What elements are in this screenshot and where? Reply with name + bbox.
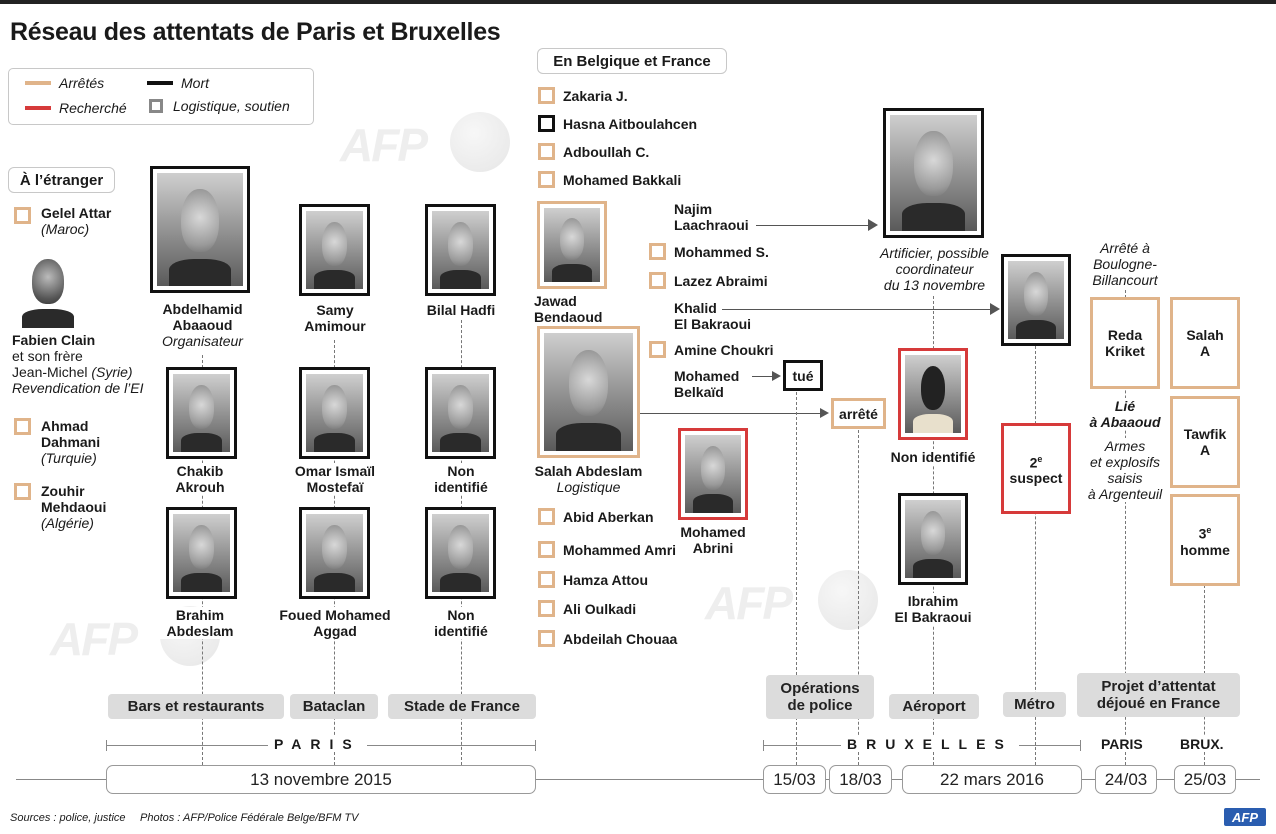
suspect-label: suspect <box>1009 470 1063 487</box>
legend-swatch <box>25 81 51 85</box>
watermark-globe <box>818 570 878 630</box>
person-non-identifie <box>415 607 507 639</box>
person-name: Reda <box>1107 327 1143 343</box>
note-line: Artificier, possible <box>880 245 989 261</box>
person-non-identifie-aeroport: Non identifié <box>878 449 988 465</box>
event-operations-police <box>766 675 874 719</box>
event-label: de police <box>787 697 853 714</box>
person-name: Omar Ismaïl <box>294 463 376 479</box>
logistique-marker <box>14 207 31 224</box>
person-name: Abdeslam <box>166 623 234 639</box>
person-name: Chakib <box>176 463 224 479</box>
photo-bilal-hadfi <box>425 204 496 296</box>
photo-abaaoud <box>150 166 250 293</box>
span-tick <box>1080 740 1081 751</box>
person-name: Aggad <box>313 623 357 639</box>
watermark-logo: AFP <box>340 119 426 171</box>
person-salah-a <box>1170 297 1240 389</box>
person-name: Brahim <box>175 607 225 623</box>
person-name: Abaaoud <box>172 317 233 333</box>
person-name: Bendaoud <box>534 309 603 325</box>
person-tawfik-a <box>1170 396 1240 488</box>
legend-label: Arrêtés <box>59 75 105 91</box>
person-name: Tawfik <box>1183 426 1227 442</box>
person-reda-kriket <box>1090 297 1160 389</box>
date-15-03: 15/03 <box>763 765 826 794</box>
person-name: Amimour <box>304 318 366 334</box>
photo-fabien-clain <box>12 248 84 328</box>
date-24-03: 24/03 <box>1095 765 1157 794</box>
photo-non-identifie-aeroport <box>898 348 968 440</box>
note-line: saisis <box>1107 470 1143 486</box>
city-paris-2: PARIS <box>1101 736 1143 752</box>
logistique-marker <box>538 630 555 647</box>
legend <box>8 68 314 125</box>
person-name: Salah <box>1186 327 1224 343</box>
link-arrow <box>640 413 822 414</box>
person-chakib-akrouh <box>150 463 250 495</box>
event-label: Projet d’attentat <box>1101 678 1216 695</box>
arrete-boulogne-note <box>1080 240 1170 288</box>
logistique-marker <box>538 571 555 588</box>
event-bataclan: Bataclan <box>290 694 378 719</box>
note-line: Boulogne- <box>1093 256 1157 272</box>
logistique-marker <box>538 600 555 617</box>
note-line: du 13 novembre <box>883 277 986 293</box>
logistique-marker <box>649 341 666 358</box>
note-line: coordinateur <box>895 261 974 277</box>
person-list-item: Mohammed Amri <box>563 542 677 558</box>
logistique-marker <box>14 483 31 500</box>
person-name: Najim <box>674 201 713 217</box>
person-list-item: Ali Oulkadi <box>563 601 637 617</box>
person-name: Akrouh <box>175 479 225 495</box>
person-name: A <box>1199 343 1211 359</box>
span-tick <box>763 740 764 751</box>
ordinal-number: 2 <box>1029 454 1038 471</box>
event-stade-de-france: Stade de France <box>388 694 536 719</box>
date-25-03: 25/03 <box>1174 765 1236 794</box>
logistique-marker <box>649 272 666 289</box>
person-name: El Bakraoui <box>674 316 752 332</box>
link-arrow <box>722 309 994 310</box>
photo-omar-mostefai <box>299 367 370 459</box>
person-note: et son frère <box>12 348 83 364</box>
person-role: Logistique <box>556 479 621 495</box>
legend-label: Logistique, soutien <box>173 98 290 114</box>
person-foued-aggad <box>272 607 398 639</box>
person-name: Ahmad <box>41 418 89 434</box>
legend-swatch <box>147 81 173 85</box>
person-name: Non <box>447 463 475 479</box>
photos-credit: Photos : AFP/Police Fédérale Belge/BFM TV <box>140 812 359 824</box>
watermark-globe <box>450 112 510 172</box>
person-list-item: Abdeilah Chouaa <box>563 631 678 647</box>
arrow-head-icon <box>868 219 878 231</box>
person-khalid-el-bakraoui <box>674 300 751 332</box>
photo-jawad-bendaoud <box>537 201 607 289</box>
person-role: Organisateur <box>162 333 243 349</box>
person-country: (Algérie) <box>41 515 94 531</box>
ordinal-label <box>1199 522 1212 542</box>
person-country: (Syrie) <box>91 364 133 380</box>
logistique-marker <box>538 541 555 558</box>
legend-mort <box>147 75 209 91</box>
person-name: Laachraoui <box>674 217 749 233</box>
person-non-identifie <box>415 463 507 495</box>
person-name: Abdelhamid <box>162 301 243 317</box>
logistique-marker <box>538 508 555 525</box>
note-line: Billancourt <box>1092 272 1158 288</box>
photo-non-identifie <box>425 367 496 459</box>
person-mohamed-abrini <box>668 524 758 556</box>
city-bruxelles: BRUXELLES <box>841 736 1019 752</box>
person-name: identifié <box>434 623 488 639</box>
sources-credit: Sources : police, justice <box>10 812 126 824</box>
ordinal-number: 3 <box>1198 525 1207 542</box>
photo-brahim-abdeslam <box>166 507 237 599</box>
date-18-03: 18/03 <box>829 765 892 794</box>
ordinal-suffix: e <box>1206 525 1212 536</box>
person-zouhir-mehdaoui <box>41 483 106 531</box>
person-list-item: Hamza Attou <box>563 572 649 588</box>
page-title: Réseau des attentats de Paris et Bruxelles <box>10 18 501 46</box>
legend-arretes <box>25 75 104 91</box>
photo-ibrahim-el-bakraoui <box>898 493 968 585</box>
person-brahim-abdeslam <box>150 607 250 639</box>
person-salah-abdeslam <box>527 463 650 495</box>
person-name: El Bakraoui <box>894 609 972 625</box>
person-name: Samy <box>316 302 354 318</box>
mort-marker <box>538 115 555 132</box>
legend-recherche <box>25 100 127 116</box>
photo-khalid-el-bakraoui <box>1001 254 1071 346</box>
belgique-heading: En Belgique et France <box>537 48 727 74</box>
person-list-item: Mohammed S. <box>674 244 769 260</box>
person-jawad-bendaoud <box>534 293 602 325</box>
person-name: Dahmani <box>41 434 101 450</box>
note-line: Arrêté à <box>1100 240 1150 256</box>
note-line: Armes <box>1104 438 1146 454</box>
note-line: à Abaaoud <box>1089 414 1161 430</box>
person-fabien-clain <box>12 332 144 396</box>
person-list-item: Adboullah C. <box>563 144 650 160</box>
person-name: Jawad <box>534 293 577 309</box>
person-name: Non <box>447 607 475 623</box>
person-name: Fabien Clain <box>12 332 96 348</box>
armes-note <box>1076 438 1174 502</box>
person-name: Mohamed <box>674 368 740 384</box>
person-list-item: Lazez Abraimi <box>674 273 768 289</box>
legend-swatch <box>149 99 163 113</box>
person-abaaoud <box>140 301 265 349</box>
person-name: Mehdaoui <box>41 499 107 515</box>
link-arrow <box>756 225 874 226</box>
person-samy-amimour <box>280 302 390 334</box>
person-list-item: Amine Choukri <box>674 342 774 358</box>
legend-logistique <box>149 98 290 114</box>
person-name: Ibrahim <box>907 593 959 609</box>
link-arrow <box>752 376 774 377</box>
arrow-head-icon <box>772 371 781 381</box>
event-label: déjoué en France <box>1096 695 1221 712</box>
person-ibrahim-el-bakraoui <box>878 593 988 625</box>
person-name: Khalid <box>674 300 717 316</box>
event-bars-restaurants: Bars et restaurants <box>108 694 284 719</box>
person-ahmad-dahmani <box>41 418 100 466</box>
person-name: Salah Abdeslam <box>534 463 643 479</box>
person-name: Zouhir <box>41 483 85 499</box>
date-22-mars: 22 mars 2016 <box>902 765 1082 794</box>
legend-label: Recherché <box>59 100 127 116</box>
person-gelel-attar <box>41 205 111 237</box>
note-line: à Argenteuil <box>1087 486 1163 502</box>
photo-salah-abdeslam <box>537 326 640 458</box>
event-label: Opérations <box>780 680 860 697</box>
ordinal-suffix: e <box>1037 453 1043 464</box>
note-line: et explosifs <box>1089 454 1161 470</box>
arrow-head-icon <box>820 408 829 418</box>
logistique-marker <box>538 87 555 104</box>
person-list-item: Mohamed Bakkali <box>563 172 682 188</box>
person-name: Mostefaï <box>306 479 364 495</box>
logistique-marker <box>649 243 666 260</box>
watermark-logo: AFP <box>705 577 791 629</box>
top-rule <box>0 0 1276 4</box>
person-name: Gelel Attar <box>41 205 112 221</box>
photo-non-identifie <box>425 507 496 599</box>
person-list-item: Abid Aberkan <box>563 509 654 525</box>
lie-abaaoud-note <box>1080 398 1170 430</box>
suspect-label <box>1030 451 1043 471</box>
photo-samy-amimour <box>299 204 370 296</box>
person-name: Kriket <box>1105 343 1145 359</box>
status-arrete: arrêté <box>831 398 886 429</box>
etranger-heading: À l’étranger <box>8 167 115 193</box>
photo-mohamed-abrini <box>678 428 748 520</box>
photo-chakib-akrouh <box>166 367 237 459</box>
logistique-marker <box>538 171 555 188</box>
person-name: Foued Mohamed <box>279 607 391 623</box>
troisieme-homme <box>1170 494 1240 586</box>
deuxieme-suspect <box>1001 423 1071 514</box>
span-tick <box>535 740 536 751</box>
city-brux: BRUX. <box>1180 736 1224 752</box>
person-najim-laachraoui <box>674 201 749 233</box>
event-projet-dejoue <box>1077 673 1240 717</box>
person-mohamed-belkaid <box>674 368 739 400</box>
watermark-logo: AFP <box>50 613 136 665</box>
person-name: A <box>1199 442 1211 458</box>
person-name: Mohamed <box>680 524 746 540</box>
person-country: (Maroc) <box>41 221 90 237</box>
person-bilal-hadfi: Bilal Hadfi <box>426 302 496 318</box>
artificier-note <box>862 245 1007 293</box>
status-tue: tué <box>783 360 823 391</box>
person-omar-mostefai <box>280 463 390 495</box>
event-aeroport: Aéroport <box>889 694 979 719</box>
person-country: (Turquie) <box>41 450 97 466</box>
span-tick <box>106 740 107 751</box>
person-name: homme <box>1180 541 1230 558</box>
person-list-item: Zakaria J. <box>563 88 628 104</box>
photo-foued-aggad <box>299 507 370 599</box>
arrow-head-icon <box>990 303 1000 315</box>
legend-label: Mort <box>181 75 209 91</box>
legend-swatch <box>25 106 51 110</box>
person-name: Belkaïd <box>674 384 724 400</box>
logistique-marker <box>538 143 555 160</box>
city-paris: PARIS <box>268 736 367 752</box>
logistique-marker <box>14 418 31 435</box>
event-metro: Métro <box>1003 692 1066 717</box>
date-13-novembre: 13 novembre 2015 <box>106 765 536 794</box>
person-note: Jean-Michel <box>12 364 92 380</box>
person-name: Abrini <box>692 540 734 556</box>
person-list-item: Hasna Aitboulahcen <box>563 116 698 132</box>
afp-logo: AFP <box>1224 808 1266 826</box>
photo-najim-laachraoui <box>883 108 984 238</box>
person-name: identifié <box>434 479 488 495</box>
note-line: Lié <box>1114 398 1136 414</box>
person-role: Revendication de l’EI <box>12 380 144 396</box>
